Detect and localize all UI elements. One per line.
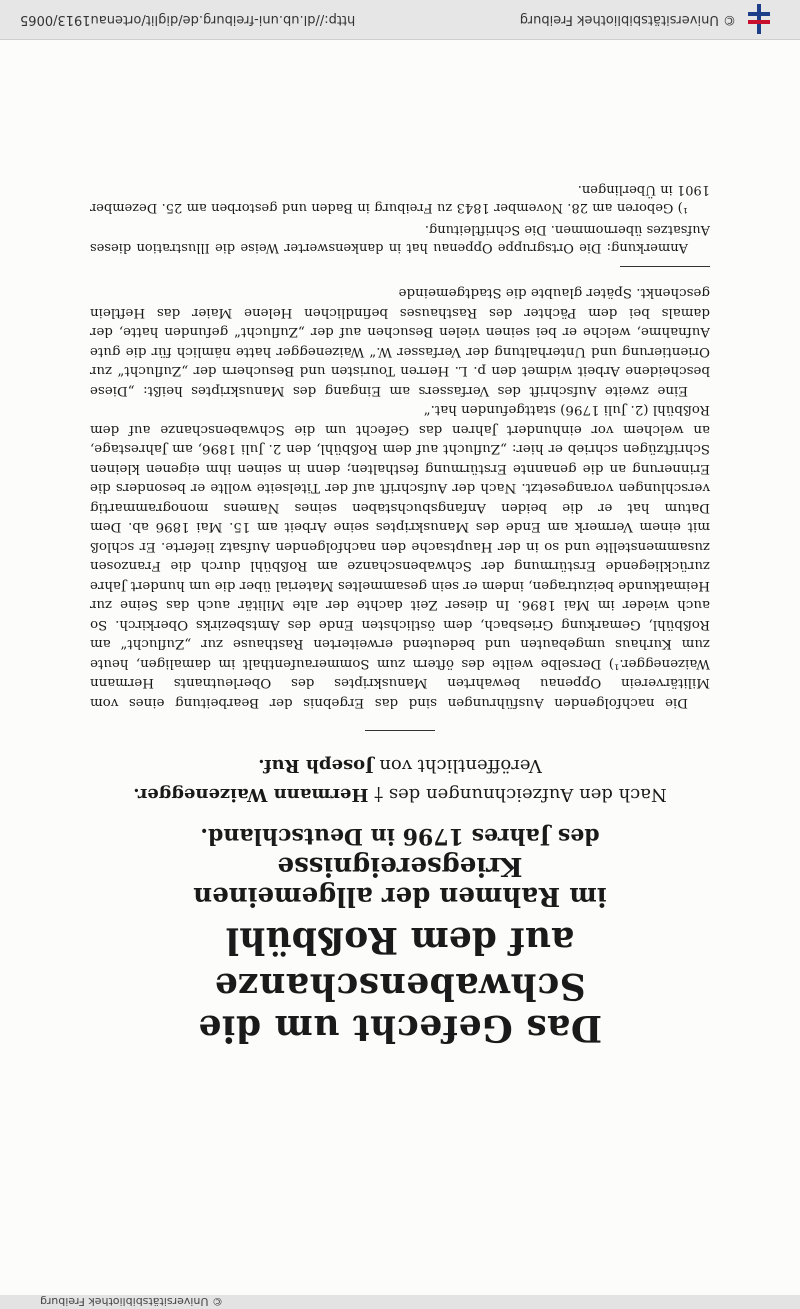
bottom-copyright-strip xyxy=(0,1295,800,1309)
bottom-copyright-text: © Universitätsbibliothek Freiburg xyxy=(40,1295,223,1308)
title-divider xyxy=(365,730,435,731)
title-line-3: im Rahmen der allgemeinen Kriegsereignisse xyxy=(193,851,607,911)
editor-name: Joseph Ruf. xyxy=(258,755,374,776)
source-byline xyxy=(90,784,710,805)
url-bar-right xyxy=(20,12,355,28)
source-url[interactable]: http://dl.ub.uni-freiburg.de/diglit/ortenau1913/0065 xyxy=(20,12,356,28)
body-paragraph-2: Eine zweite Aufschrift des Verfassers am Eingang des Manuskriptes heißt: „Diese bescheidene Arbeit widmet den p. L. Herren Touristen und Besuchern der „Zuflucht“ zur Orientierung und Unterhaltung der Verfasser W.“ Waizenegger hatte nämlich für die gute Aufnahme, welche er bei seinen vielen Besuchen auf der „Zuflucht“ gefunden hatte, der damals bei dem Pächter des Rasthauses befindlichen Helene Maier das Heftlein geschenkt. Später glaubte die Stadtgemeinde xyxy=(90,285,710,398)
editor-note: Anmerkung: Die Ortsgruppe Oppenau hat in dankenswerter Weise die Illustration dieses Aufsatzes übernommen. Die Schriftleitung. xyxy=(90,222,710,255)
copyright-text: © Universitätsbibliothek Freiburg xyxy=(519,12,736,27)
title-line-2: auf dem Roßbühl xyxy=(225,919,575,961)
title-line-4: des Jahres 1796 in Deutschland. xyxy=(200,823,600,849)
university-logo-icon xyxy=(748,5,770,35)
url-bar-left xyxy=(520,5,770,35)
url-bar xyxy=(0,0,800,40)
editor-byline xyxy=(90,755,710,776)
footnote: ¹) Geboren am 28. November 1843 zu Freiburg in Baden und gestorben am 25. Dezember 1901 in Überlingen. xyxy=(90,182,710,215)
source-prefix: Nach den Aufzeichnungen des † xyxy=(368,784,667,805)
note-divider xyxy=(620,266,710,267)
body-paragraph-1: Die nachfolgenden Ausführungen sind das Ergebnis der Bearbeitung eines vom Militärverein Oppenau bewahrten Manuskriptes des Oberleutnants Hermann Waizenegger.¹) Derselbe weilte des öftern zum Sommeraufenthalt im damaligen, heute zum Kurhaus umgebauten und bedeutend erweiterten Rasthause zur „Zuflucht“ am Roßbühl, Gemarkung Griesbach, dem östlichsten Ende des Amtsbezirks Oberkirch. So auch wieder im Mai 1896. In dieser Zeit dachte der alte Militär auch das Seine zur Heimatkunde beizutragen, indem er sein gesammeltes Material über die um hundert Jahre zurückliegende Erstürmung der Schwabenschanze am Roßbühl durch die Franzosen zusammenstellte und so in der Hauptsache den nachfolgenden Aufsatz lieferte. Er schloß mit einem Vermerk am Ende des Manuskriptes seine Arbeit am 15. Mai 1896 ab. Dem Datum hat er die beiden Anfangsbuchstaben seines Namens monogrammartig verschlungen vorangesetzt. Nach der Aufschrift auf der Titelseite wollte er besonders die Erinnerung an die genannte Erstürmung festhalten; denn in seinen ihm eigenen kleinen Schriftzügen schrieb er hier: „Zuflucht auf dem Roßbühl, den 2. Juli 1896, am Jahrestage, an welchem vor einhundert Jahren das Gefecht um die Schwabenschanze auf dem Roßbühl (2. Juli 1796) stattgefunden hat.“ xyxy=(90,402,710,710)
editor-prefix: Veröffentlicht von xyxy=(373,755,542,776)
title-line-1: Das Gefecht um die Schwabenschanze xyxy=(197,965,603,1049)
page-content xyxy=(90,180,710,1209)
source-name: Hermann Waizenegger. xyxy=(133,784,369,805)
